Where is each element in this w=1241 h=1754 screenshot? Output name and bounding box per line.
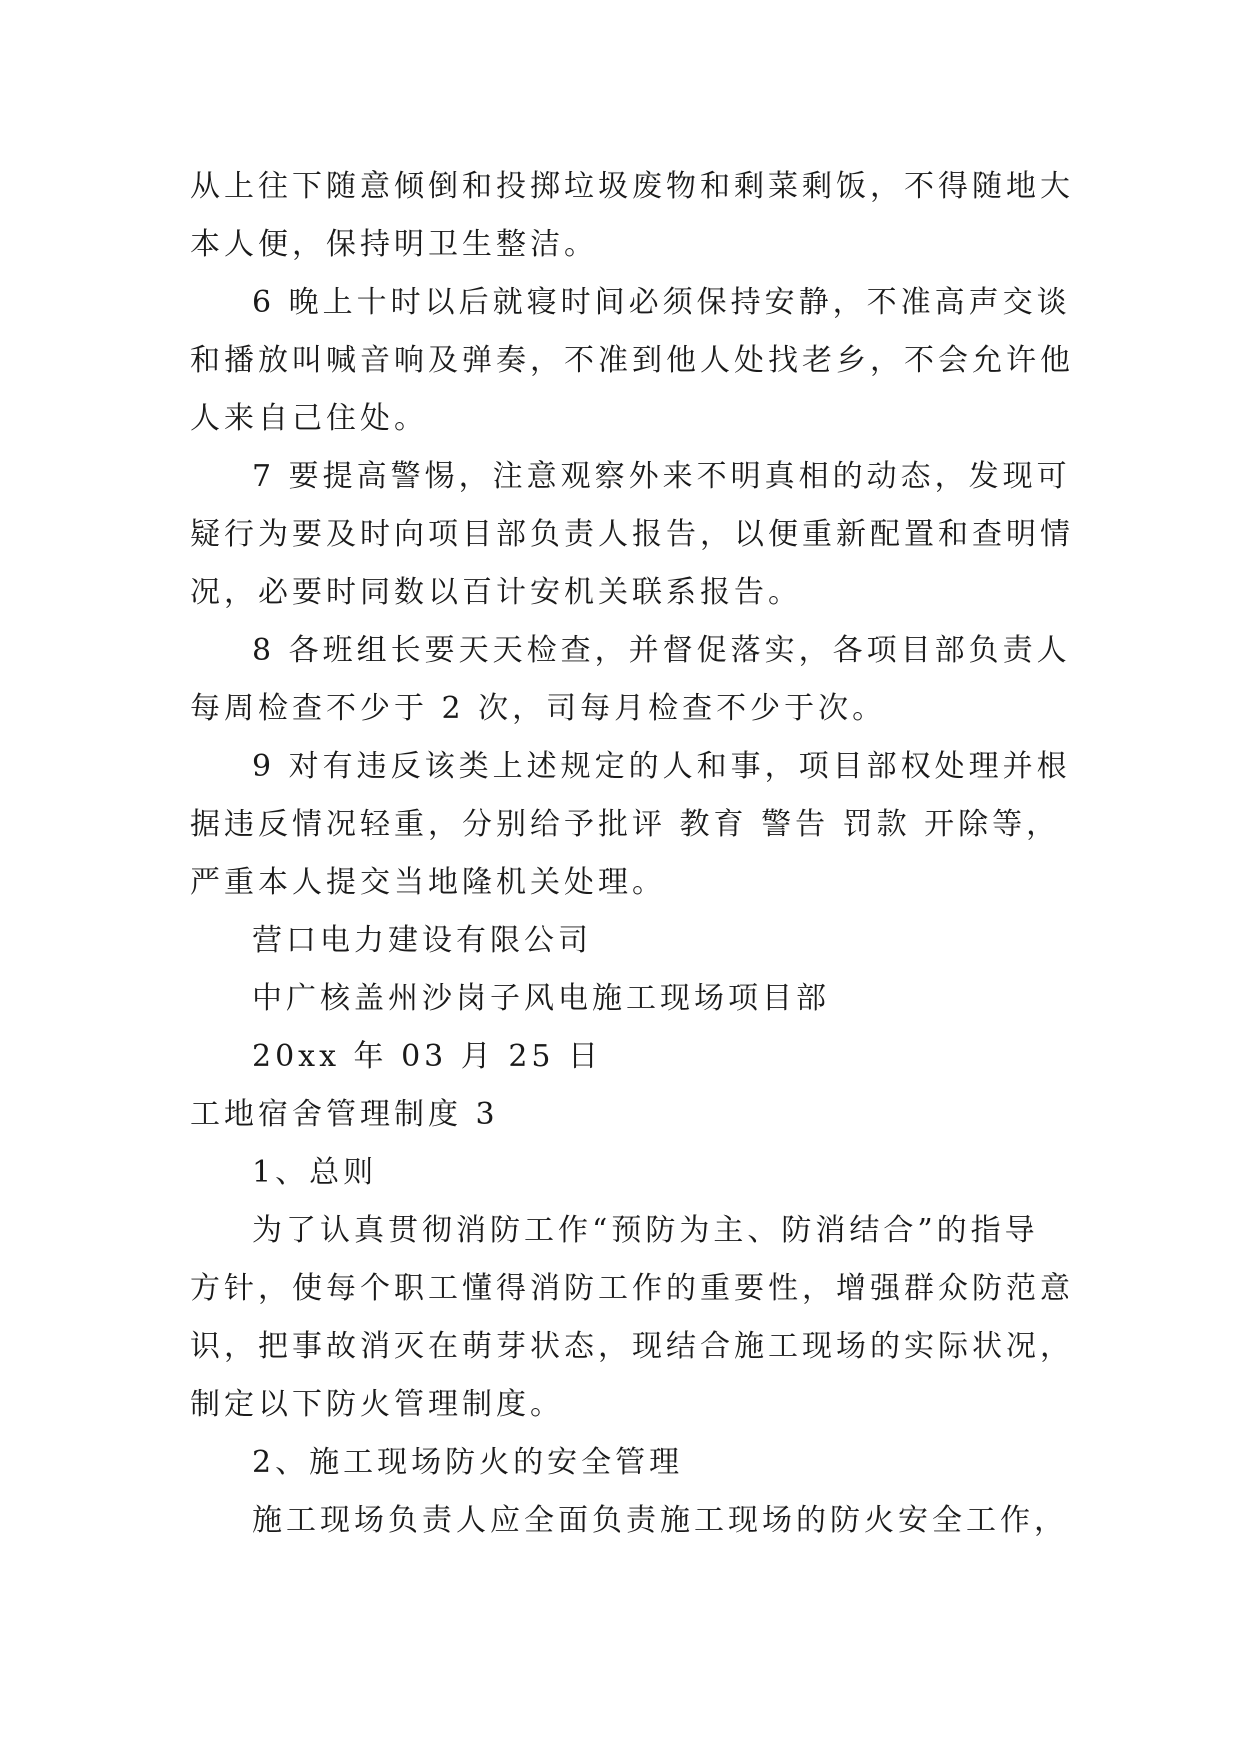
text-line: 施工现场负责人应全面负责施工现场的防火安全工作， xyxy=(252,1503,1068,1538)
rule-item-6: 6 晚上十时以后就寝时间必须保持安静，不准高声交谈 xyxy=(252,285,1071,320)
document-date: 20xx 年 03 月 25 日 xyxy=(252,1039,603,1074)
text-line: 疑行为要及时向项目部负责人报告，以便重新配置和查明情 xyxy=(190,517,1074,552)
text-line: 制定以下防火管理制度。 xyxy=(190,1387,564,1422)
document-body xyxy=(190,158,1074,1550)
text-line: 为了认真贯彻消防工作“预防为主、防消结合”的指导 xyxy=(252,1213,1039,1248)
text-line: 和播放叫喊音响及弹奏，不准到他人处找老乡，不会允许他 xyxy=(190,343,1074,378)
rule-item-7: 7 要提高警惕，注意观察外来不明真相的动态，发现可 xyxy=(252,459,1071,494)
subsection-heading: 2、施工现场防火的安全管理 xyxy=(252,1445,684,1480)
text-line: 人来自己住处。 xyxy=(190,401,428,436)
text-line: 据违反情况轻重，分别给予批评 教育 警告 罚款 开除等， xyxy=(190,807,1061,842)
text-line: 方针，使每个职工懂得消防工作的重要性，增强群众防范意 xyxy=(190,1271,1074,1306)
section-title: 工地宿舍管理制度 3 xyxy=(190,1097,499,1132)
rule-item-8: 8 各班组长要天天检查，并督促落实，各项目部负责人 xyxy=(252,633,1071,668)
text-line: 从上往下随意倾倒和投掷垃圾废物和剩菜剩饭，不得随地大 xyxy=(190,169,1074,204)
text-line: 况，必要时同数以百计安机关联系报告。 xyxy=(190,575,802,610)
text-line: 本人便，保持明卫生整洁。 xyxy=(190,227,598,262)
rule-item-9: 9 对有违反该类上述规定的人和事，项目部权处理并根 xyxy=(252,749,1071,784)
department-name: 中广核盖州沙岗子风电施工现场项目部 xyxy=(252,981,830,1016)
text-line: 识，把事故消灭在萌芽状态，现结合施工现场的实际状况， xyxy=(190,1329,1074,1364)
text-line: 每周检查不少于 2 次，司每月检查不少于次。 xyxy=(190,691,887,726)
text-line: 严重本人提交当地隆机关处理。 xyxy=(190,865,666,900)
company-name: 营口电力建设有限公司 xyxy=(252,923,592,958)
subsection-heading: 1、总则 xyxy=(252,1155,378,1190)
